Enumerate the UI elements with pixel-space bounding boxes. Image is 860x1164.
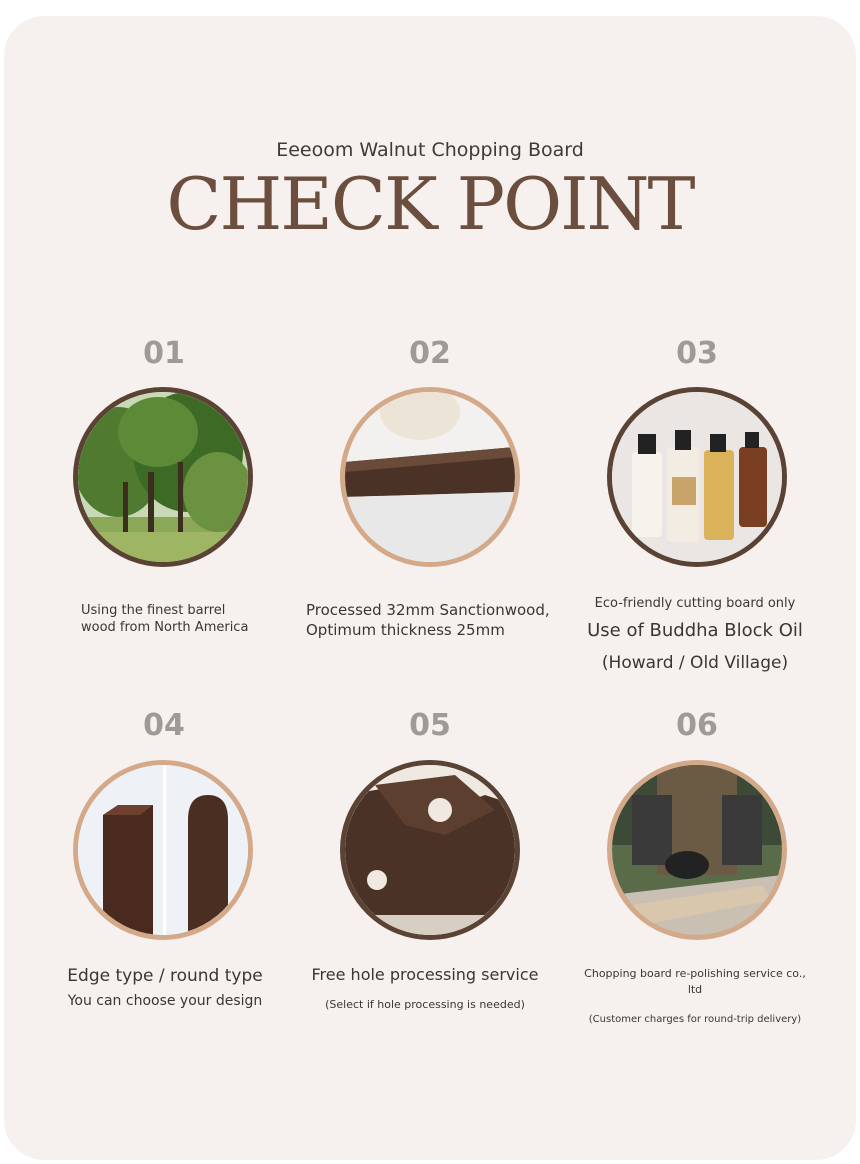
- point-03-line-2: Use of Buddha Block Oil: [587, 620, 803, 641]
- edge-profile-photo-icon: [73, 760, 253, 940]
- point-02-line-1: Processed 32mm Sanctionwood,: [306, 601, 550, 619]
- point-number-02: 02: [409, 336, 451, 371]
- point-05-line-2: (Select if hole processing is needed): [325, 998, 525, 1011]
- page-title: CHECK POINT: [166, 162, 694, 246]
- point-01-line-2: wood from North America: [81, 620, 249, 635]
- point-number-03: 03: [676, 336, 718, 371]
- point-06-line-2: (Customer charges for round-trip delivery): [588, 1014, 802, 1025]
- tree-photo-icon: [73, 387, 253, 567]
- product-subtitle: Eeeoom Walnut Chopping Board: [276, 139, 584, 161]
- point-02-line-2: Optimum thickness 25mm: [306, 621, 505, 639]
- point-03-line-3: (Howard / Old Village): [601, 653, 789, 673]
- polishing-photo-icon: [607, 760, 787, 940]
- point-number-04: 04: [143, 708, 185, 743]
- board-edge-photo-icon: [340, 387, 520, 567]
- hole-board-photo-icon: [340, 760, 520, 940]
- point-04-line-2: You can choose your design: [67, 993, 263, 1009]
- point-number-06: 06: [676, 708, 718, 743]
- point-number-01: 01: [143, 336, 185, 371]
- point-04-line-1: Edge type / round type: [67, 966, 263, 986]
- point-number-05: 05: [409, 708, 451, 743]
- oil-bottles-photo-icon: [607, 387, 787, 567]
- point-05-line-1: Free hole processing service: [311, 965, 539, 984]
- point-03-line-1: Eco-friendly cutting board only: [594, 596, 796, 611]
- point-06-line-1: Chopping board re-polishing service co., ltd: [584, 967, 806, 996]
- point-01-line-1: Using the finest barrel: [81, 603, 226, 618]
